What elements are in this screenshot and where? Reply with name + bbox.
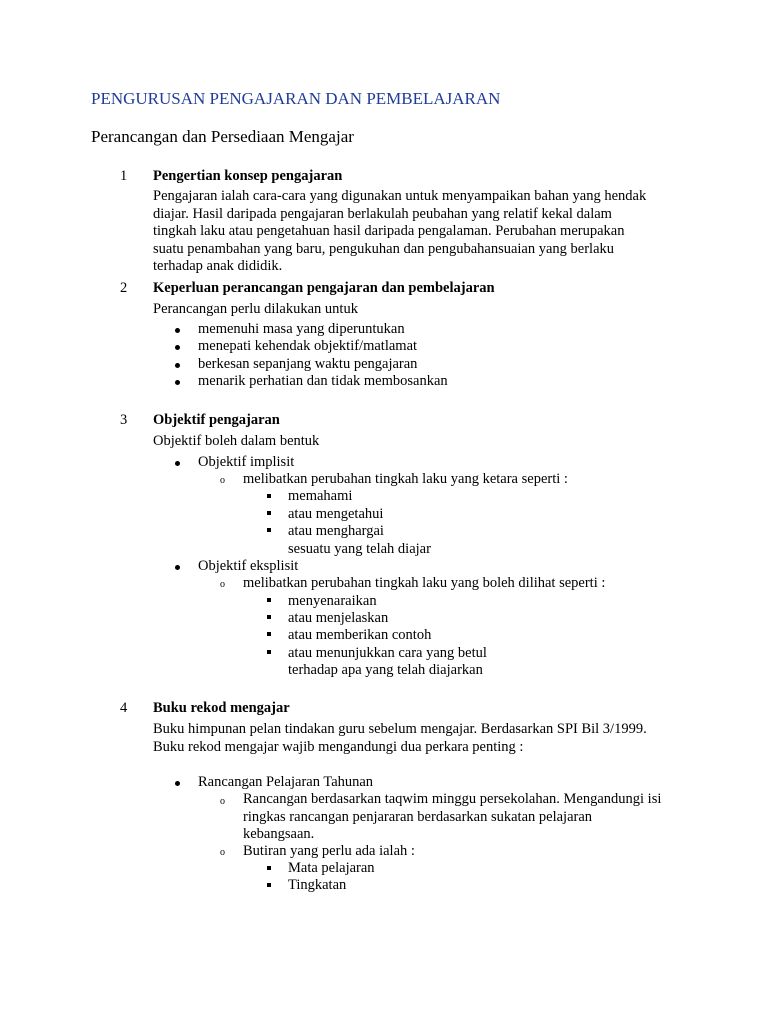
circle-bullet-icon: o (220, 579, 225, 590)
sub-list-item: Butiran yang perlu ada ialah : (243, 843, 415, 859)
section-heading: Pengertian konsep pengajaran (153, 168, 343, 184)
bullet-icon (175, 380, 180, 385)
sub-sub-list-item: atau mengetahui (288, 506, 384, 522)
paragraph-line: terhadap anak dididik. (153, 258, 283, 274)
bullet-icon (175, 363, 180, 368)
square-bullet-icon (267, 650, 271, 654)
sub-list-item: melibatkan perubahan tingkah laku yang ketara seperti : (243, 471, 568, 487)
list-item: Rancangan Pelajaran Tahunan (198, 774, 374, 790)
document-title: PENGURUSAN PENGAJARAN DAN PEMBELAJARAN (91, 89, 501, 108)
circle-bullet-icon: o (220, 796, 225, 807)
sub-sub-list-item: atau menjelaskan (288, 610, 389, 626)
section-paragraph (153, 721, 647, 756)
bullet-icon (175, 345, 180, 350)
sub-list-item: melibatkan perubahan tingkah laku yang boleh dilihat seperti : (243, 575, 606, 591)
bullet-icon (175, 461, 180, 466)
square-bullet-icon (267, 632, 271, 636)
list-item: Objektif eksplisit (198, 558, 299, 574)
bullet-icon (175, 781, 180, 786)
sub-sub-list-item: menyenaraikan (288, 593, 377, 609)
section-heading: Keperluan perancangan pengajaran dan pembelajaran (153, 280, 495, 296)
paragraph-line: suatu penambahan yang baru, pengukuhan dan pengubahansuaian yang berlaku (153, 240, 615, 257)
paragraph-line: tingkah laku atau pengetahuan hasil daripada pengalaman. Perubahan merupakan (153, 223, 625, 239)
square-bullet-icon (267, 866, 271, 870)
sub-list-line: ringkas rancangan penjararan berdasarkan sukatan pelajaran (243, 808, 593, 825)
sub-sub-list-item: memahami (288, 488, 353, 504)
paragraph-line: Buku himpunan pelan tindakan guru sebelum mengajar. Berdasarkan SPI Bil 3/1999. (153, 721, 647, 737)
square-bullet-icon (267, 598, 271, 602)
section-intro: Perancangan perlu dilakukan untuk (153, 301, 358, 317)
list-item: menepati kehendak objektif/matlamat (198, 338, 418, 354)
sub-sub-list-item: atau menghargai (288, 523, 384, 539)
section-paragraph (153, 188, 646, 276)
section-intro: Objektif boleh dalam bentuk (153, 433, 320, 449)
sub-sub-list-tail: sesuatu yang telah diajar (288, 541, 431, 557)
sub-list-item (243, 791, 661, 844)
section-heading: Objektif pengajaran (153, 412, 280, 428)
square-bullet-icon (267, 883, 271, 887)
paragraph-line: diajar. Hasil daripada pengajaran berlakulah peubahan yang relatif kekal dalam (153, 205, 612, 222)
list-item: memenuhi masa yang diperuntukan (198, 321, 405, 337)
sub-sub-list-item: Tingkatan (288, 877, 347, 893)
list-item: berkesan sepanjang waktu pengajaran (198, 356, 418, 372)
bullet-icon (175, 328, 180, 333)
sub-list-line: Rancangan berdasarkan taqwim minggu persekolahan. Mengandungi isi (243, 791, 662, 807)
section-heading: Buku rekod mengajar (153, 700, 290, 716)
square-bullet-icon (267, 615, 271, 619)
section-number: 4 (120, 700, 128, 716)
square-bullet-icon (267, 511, 271, 515)
list-item: Objektif implisit (198, 454, 295, 470)
bullet-icon (175, 565, 180, 570)
square-bullet-icon (267, 494, 271, 498)
sub-list-line: kebangsaan. (243, 826, 315, 842)
sub-sub-list-tail: terhadap apa yang telah diajarkan (288, 662, 483, 678)
circle-bullet-icon: o (220, 847, 225, 858)
sub-sub-list-item: atau memberikan contoh (288, 627, 432, 643)
circle-bullet-icon: o (220, 475, 225, 486)
section-number: 3 (120, 412, 128, 428)
paragraph-line: Pengajaran ialah cara-cara yang digunakan untuk menyampaikan bahan yang hendak (153, 188, 647, 204)
sub-sub-list-item: Mata pelajaran (288, 860, 375, 876)
square-bullet-icon (267, 528, 271, 532)
list-item: menarik perhatian dan tidak membosankan (198, 373, 448, 389)
paragraph-line: Buku rekod mengajar wajib mengandungi dua perkara penting : (153, 738, 524, 755)
sub-sub-list-item: atau menunjukkan cara yang betul (288, 645, 487, 661)
section-number: 2 (120, 280, 128, 296)
document-subtitle: Perancangan dan Persediaan Mengajar (91, 127, 354, 146)
section-number: 1 (120, 168, 128, 184)
